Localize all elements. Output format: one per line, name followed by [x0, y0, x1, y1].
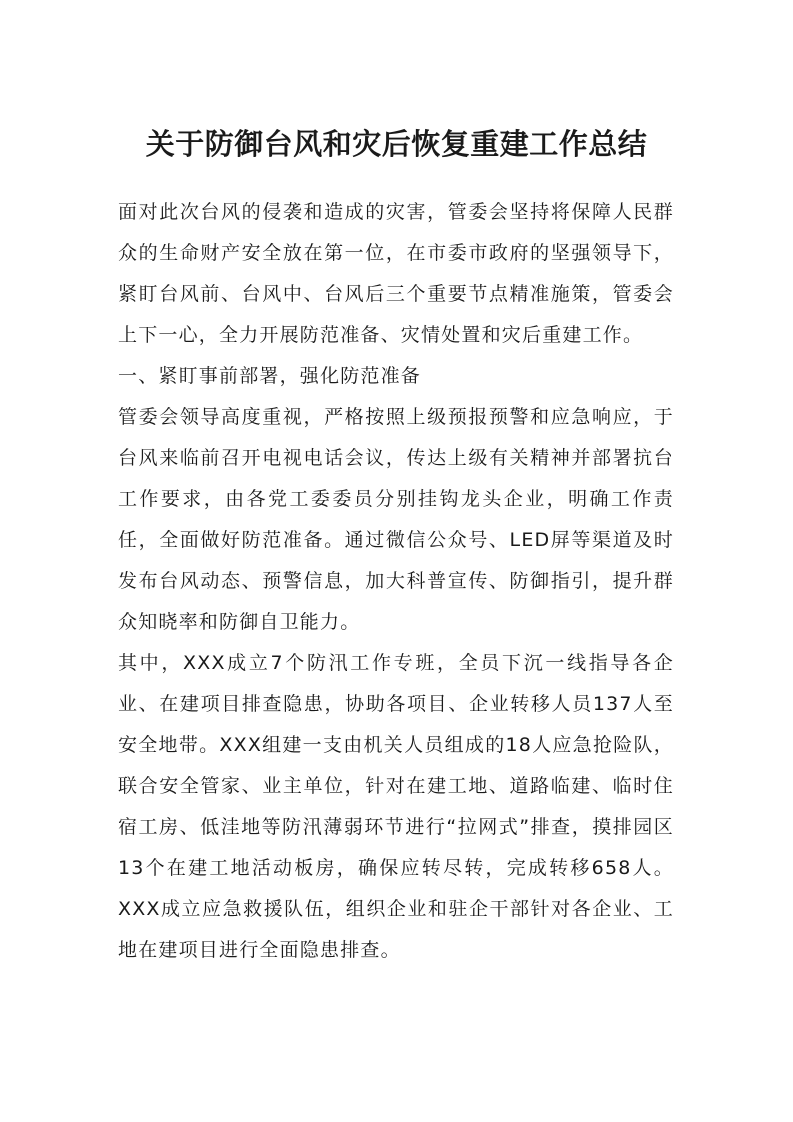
body-paragraph-3: 其中，XXX成立7个防汛工作专班，全员下沉一线指导各企业、在建项目排查隐患，协助各项目、企业转移人员137人至安全地带。XXX组建一支由机关人员组成的18人应急抢险队，联合安全管家、业主单位，针对在建工地、道路临建、临时住宿工房、低洼地等防汛薄弱环节进行“拉网式”排查，摸排园区13个在建工地活动板房，确保应转尽转，完成转移658人。XXX成立应急救援队伍，组织企业和驻企干部针对各企业、工地在建项目进行全面隐患排查。	[118, 652, 674, 961]
document-body	[118, 192, 674, 971]
section-heading-1: 一、紧盯事前部署，强化防范准备	[118, 365, 422, 387]
document-title: 关于防御台风和灾后恢复重建工作总结	[145, 127, 648, 161]
intro-paragraph: 面对此次台风的侵袭和造成的灾害，管委会坚持将保障人民群众的生命财产安全放在第一位，在市委市政府的坚强领导下，紧盯台风前、台风中、台风后三个重要节点精准施策，管委会上下一心，全力开展防范准备、灾情处置和灾后重建工作。	[118, 201, 674, 346]
body-paragraph-2: 管委会领导高度重视，严格按照上级预报预警和应急响应，于台风来临前召开电视电话会议，传达上级有关精神并部署抗台工作要求，由各党工委委员分别挂钩龙头企业，明确工作责任，全面做好防范准备。通过微信公众号、LED屏等渠道及时发布台风动态、预警信息，加大科普宣传、防御指引，提升群众知晓率和防御自卫能力。	[118, 406, 674, 633]
